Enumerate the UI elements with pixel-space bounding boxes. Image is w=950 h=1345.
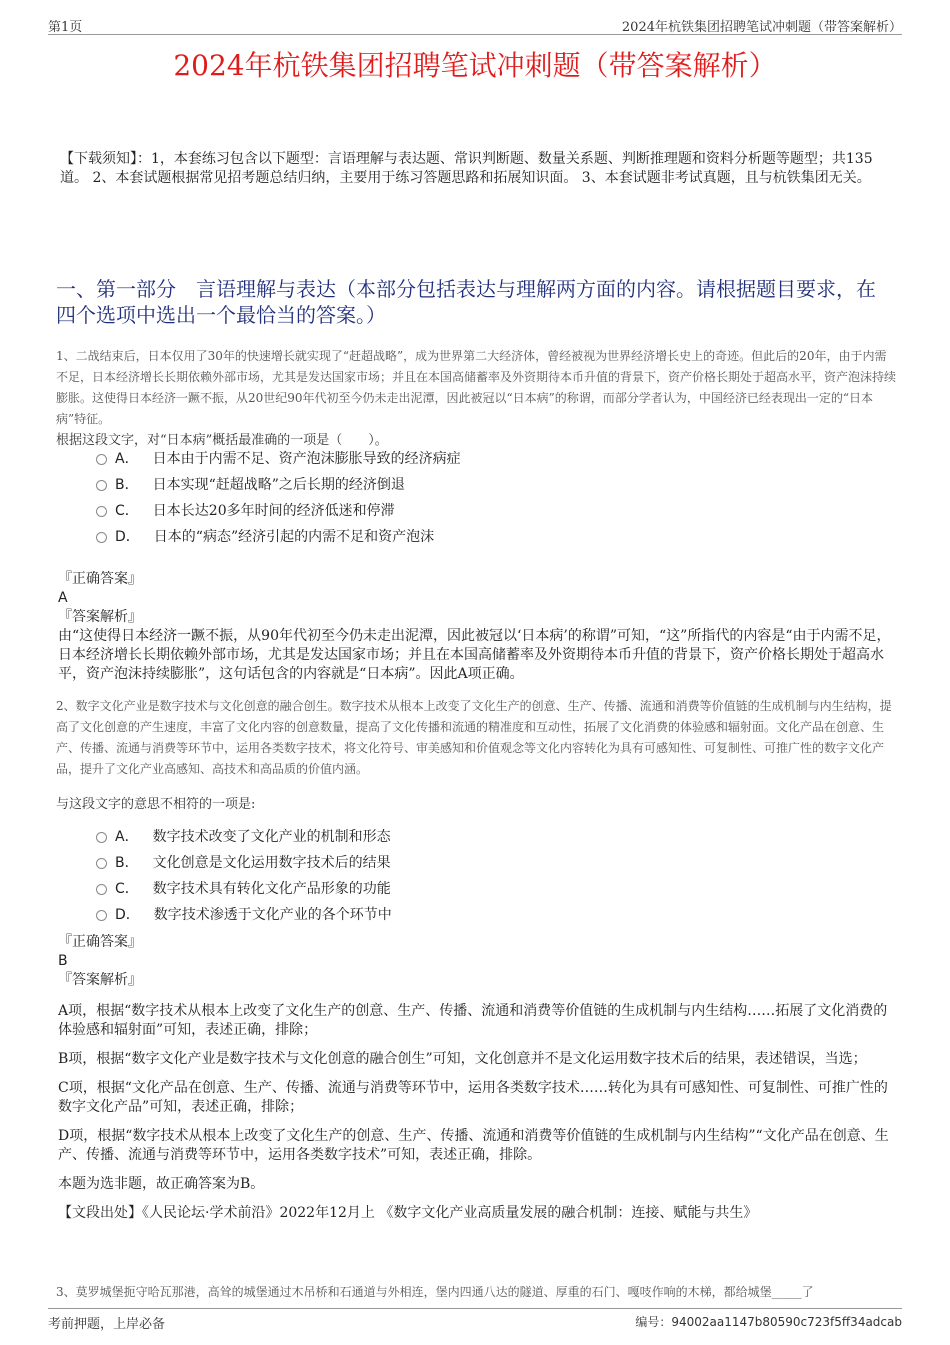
- answer-value: B: [58, 953, 68, 969]
- analysis-text: 由“这使得日本经济一蹶不振，从90年代初至今仍未走出泥潭，因此被冠以‘日本病’的称谓”可知，“这”所指代的内容是“由于内需不足，日本经济增长长期依赖外部市场，尤其是发达国家市场；并且在本国高储蓄率及外资期待本币升值的背景下，资产价格长期处于超高水平，资产泡沫持续膨胀”，这句话包含的内容就是“日本病”。因此A项正确。: [58, 628, 891, 682]
- radio-icon[interactable]: [96, 454, 107, 465]
- radio-icon[interactable]: [96, 532, 107, 543]
- download-notice: 【下载须知】：1，本套练习包含以下题型：言语理解与表达题、常识判断题、数量关系题、判断推理题和资料分析题等题型；共135道。 2、本套试题根据常见招考题总结归纳，主要用于练习答题思路和拓展知识面。 3、本套试题非考试真题，且与杭铁集团无关。: [60, 151, 873, 186]
- question-2-options: [96, 824, 392, 928]
- analysis-paragraph: D项，根据“数字技术从根本上改变了文化生产的创意、生产、传播、流通和消费等价值链的生成机制与内生结构”“文化产品在创意、生产、传播、流通与消费等环节中，运用各类数字技术”可知，表述正确，排除。: [58, 1128, 889, 1163]
- radio-icon[interactable]: [96, 832, 107, 843]
- question-stem-text: 2、数字文化产业是数字技术与文化创意的融合创生。数字技术从根本上改变了文化生产的创意、生产、传播、流通和消费等价值链的生成机制与内生结构，提高了文化创意的产生速度，丰富了文化内容的创意数量，提高了文化传播和流通的精准度和互动性，拓展了文化消费的体验感和辐射面。文化产品在创意、生产、传播、流通与消费等环节中，运用各类数字技术，将文化符号、审美感知和价值观念等文化内容转化为具有可感知性、可复制性、可推广性的数字文化产品，提升了文化产业高感知、高技术和高品质的价值内涵。: [56, 699, 892, 776]
- source-citation: 【文段出处】《人民论坛·学术前沿》2022年12月上 《数字文化产业高质量发展的融合机制：连接、赋能与共生》: [58, 1205, 758, 1221]
- question-stem-text: 1、二战结束后，日本仅用了30年的快速增长就实现了“赶超战略”，成为世界第二大经济体，曾经被视为世界经济增长史上的奇迹。但此后的20年，由于内需不足，日本经济增长长期依赖外部市场，尤其是发达国家市场；并且在本国高储蓄率及外资期待本币升值的背景下，资产价格长期处于超高水平，资产泡沫持续膨胀。这使得日本经济一蹶不振，从20世纪90年代初至今仍未走出泥潭，因此被冠以“日本病”的称谓，而部分学者认为，中国经济已经表现出一定的“日本病”特征。: [56, 349, 897, 426]
- question-2-answer: [58, 933, 895, 1233]
- analysis-paragraph: C项，根据“文化产品在创意、生产、传播、流通与消费等环节中，运用各类数字技术……转化为具有可感知性、可复制性、可推广性的数字文化产品”可知，表述正确，排除；: [58, 1080, 888, 1115]
- option-d[interactable]: D． 日本的“病态”经济引起的内需不足和资产泡沫: [96, 524, 461, 550]
- radio-icon[interactable]: [96, 910, 107, 921]
- question-ask: 与这段文字的意思不相符的一项是:: [56, 797, 256, 812]
- question-1-options: [96, 446, 461, 550]
- question-ask: 根据这段文字，对“日本病”概括最准确的一项是（ ）。: [56, 433, 388, 448]
- option-a[interactable]: A． 日本由于内需不足、资产泡沫膨胀导致的经济病症: [96, 446, 461, 472]
- page-header: [48, 14, 902, 35]
- header-doc-title: 2024年杭铁集团招聘笔试冲刺题（带答案解析）: [621, 20, 902, 35]
- question-3-stem: [56, 1282, 898, 1304]
- answer-label: 『正确答案』: [58, 934, 142, 950]
- serial-value: 94002aa1147b80590c723f5ff34adcab: [671, 1315, 902, 1329]
- radio-icon[interactable]: [96, 480, 107, 491]
- option-c[interactable]: C． 日本长达20多年时间的经济低迷和停滞: [96, 498, 461, 524]
- question-1-stem: [56, 346, 898, 451]
- analysis-paragraph: 本题为选非题，故正确答案为B。: [58, 1176, 265, 1192]
- option-d[interactable]: D． 数字技术渗透于文化产业的各个环节中: [96, 902, 392, 928]
- footer-serial: [635, 1313, 902, 1330]
- page-footer: [48, 1308, 902, 1331]
- question-2-stem: [56, 696, 898, 815]
- radio-icon[interactable]: [96, 884, 107, 895]
- analysis-label: 『答案解析』: [58, 609, 142, 625]
- answer-label: 『正确答案』: [58, 571, 142, 587]
- option-c[interactable]: C． 数字技术具有转化文化产品形象的功能: [96, 876, 392, 902]
- serial-label: 编号：: [635, 1315, 672, 1329]
- analysis-paragraph: A项，根据“数字技术从根本上改变了文化生产的创意、生产、传播、流通和消费等价值链的生成机制与内生结构……拓展了文化消费的体验感和辐射面”可知，表述正确，排除；: [58, 1003, 888, 1038]
- question-1-answer: [58, 570, 895, 684]
- footer-motto: 考前押题，上岸必备: [48, 1317, 166, 1332]
- question-stem-text: 3、莫罗城堡扼守哈瓦那港，高耸的城堡通过木吊桥和石通道与外相连，堡内四通八达的隧道、厚重的石门、嘎吱作响的木梯，都给城堡_____了: [56, 1285, 814, 1299]
- radio-icon[interactable]: [96, 506, 107, 517]
- option-a[interactable]: A． 数字技术改变了文化产业的机制和形态: [96, 824, 392, 850]
- document-title: 2024年杭铁集团招聘笔试冲刺题（带答案解析）: [173, 49, 777, 82]
- option-b[interactable]: B． 日本实现“赶超战略”之后长期的经济倒退: [96, 472, 461, 498]
- radio-icon[interactable]: [96, 858, 107, 869]
- section-heading: 一、第一部分 言语理解与表达（本部分包括表达与理解两方面的内容。请根据题目要求，在四个选项中选出一个最恰当的答案。）: [56, 277, 876, 327]
- answer-value: A: [58, 590, 68, 606]
- analysis-paragraph: B项，根据“数字文化产业是数字技术与文化创意的融合创生”可知，文化创意并不是文化运用数字技术后的结果，表述错误，当选；: [58, 1051, 867, 1067]
- option-b[interactable]: B． 文化创意是文化运用数字技术后的结果: [96, 850, 392, 876]
- page-number: 第1页: [48, 20, 83, 35]
- analysis-label: 『答案解析』: [58, 972, 142, 988]
